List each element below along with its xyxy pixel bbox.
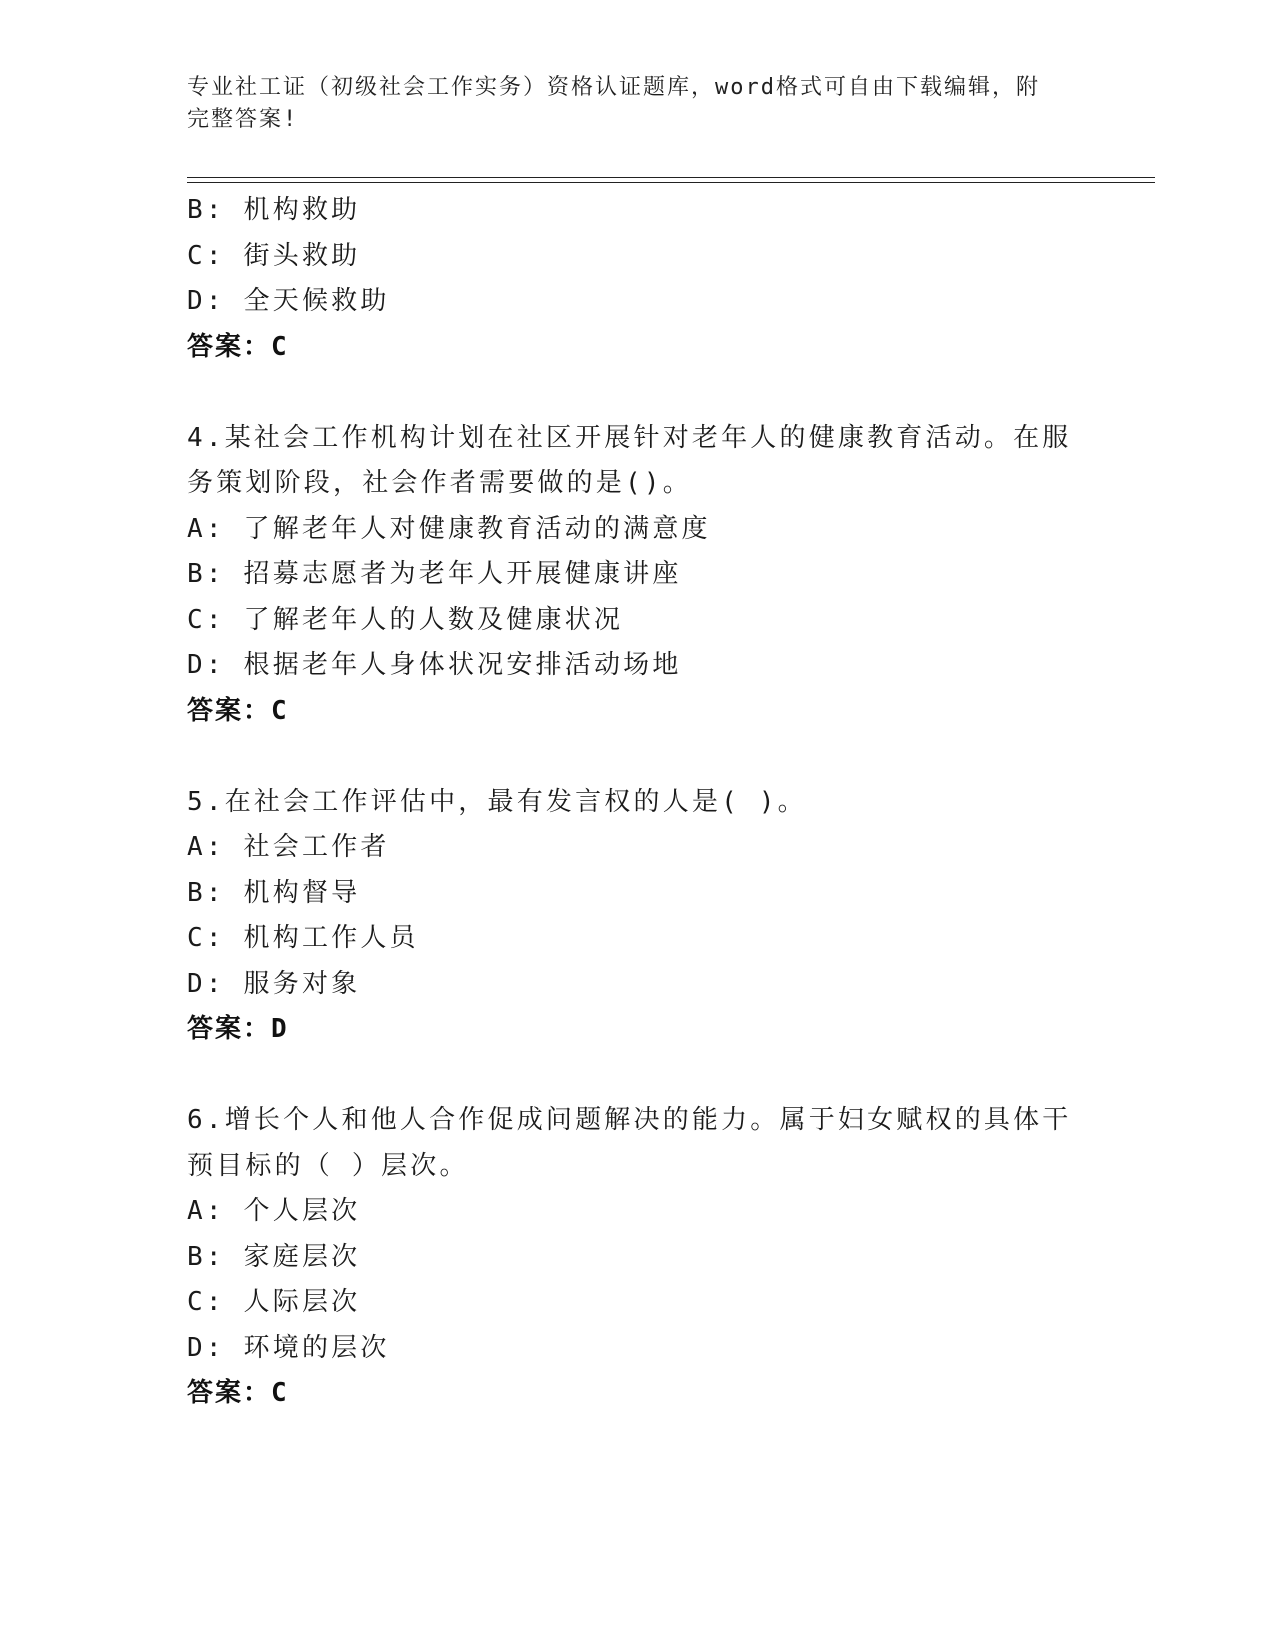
option-b: B: 招募志愿者为老年人开展健康讲座 bbox=[187, 559, 682, 589]
answer: 答案：C bbox=[187, 1378, 289, 1408]
header-title-line-2: 完整答案! bbox=[187, 107, 299, 132]
question-text-line-1: 5.在社会工作评估中，最有发言权的人是( )。 bbox=[187, 786, 807, 817]
question-6 bbox=[187, 1098, 1072, 1417]
option-d: D: 全天候救助 bbox=[187, 286, 390, 316]
option-d: D: 服务对象 bbox=[187, 968, 361, 999]
question-text-line-2: 预目标的（ ）层次。 bbox=[187, 1150, 469, 1181]
option-a: A: 社会工作者 bbox=[187, 832, 390, 862]
option-b: B: 机构督导 bbox=[187, 877, 361, 908]
option-a: A: 了解老年人对健康教育活动的满意度 bbox=[187, 513, 711, 544]
option-c: C: 街头救助 bbox=[187, 240, 361, 271]
question-text-line-1: 6.增长个人和他人合作促成问题解决的能力。属于妇女赋权的具体干 bbox=[187, 1105, 1072, 1135]
option-a: A: 个人层次 bbox=[187, 1196, 361, 1226]
question-5 bbox=[187, 780, 1067, 1053]
option-c: C: 机构工作人员 bbox=[187, 923, 419, 953]
option-b: B: 机构救助 bbox=[187, 195, 361, 225]
option-d: D: 环境的层次 bbox=[187, 1332, 390, 1363]
answer: 答案：D bbox=[187, 1014, 289, 1044]
question-text-line-2: 务策划阶段，社会作者需要做的是()。 bbox=[187, 468, 692, 498]
option-c: C: 了解老年人的人数及健康状况 bbox=[187, 604, 624, 635]
option-b: B: 家庭层次 bbox=[187, 1241, 361, 1272]
question-text-line-1: 4.某社会工作机构计划在社区开展针对老年人的健康教育活动。在服 bbox=[187, 422, 1072, 453]
header-divider-top bbox=[187, 177, 1155, 178]
answer: 答案：C bbox=[187, 695, 289, 726]
answer: 答案：C bbox=[187, 331, 289, 362]
header-divider-bottom bbox=[187, 182, 1155, 183]
question-4 bbox=[187, 416, 1072, 735]
header-title-line-1: 专业社工证（初级社会工作实务）资格认证题库，word格式可自由下载编辑，附 bbox=[187, 75, 1040, 100]
option-d: D: 根据老年人身体状况安排活动场地 bbox=[187, 650, 682, 680]
document-header bbox=[187, 72, 1067, 136]
question-list bbox=[187, 188, 1072, 1417]
question-3-continued bbox=[187, 188, 1067, 370]
option-c: C: 人际层次 bbox=[187, 1287, 361, 1317]
